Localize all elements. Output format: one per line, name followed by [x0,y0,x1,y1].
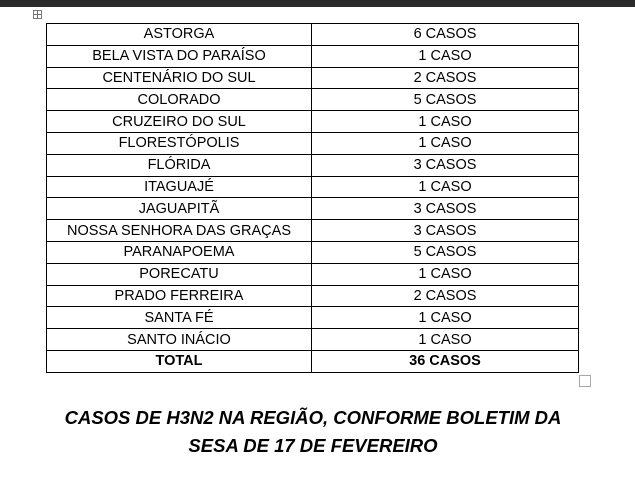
window-top-bar [0,0,635,7]
cases-table [46,23,579,373]
cases-cell[interactable]: 1 CASO [312,45,579,67]
city-cell[interactable]: ITAGUAJÉ [47,176,312,198]
text-cursor [578,222,579,236]
total-row [47,350,579,372]
cases-cell[interactable]: 1 CASO [312,111,579,133]
caption [0,404,626,460]
caption-line-2: SESA DE 17 DE FEVEREIRO [188,435,438,456]
cases-cell[interactable]: 3 CASOS [312,220,579,242]
city-cell[interactable]: COLORADO [47,89,312,111]
city-cell[interactable]: PRADO FERREIRA [47,285,312,307]
table-row [47,198,579,220]
table-row [47,220,579,242]
cases-table-body [47,24,579,373]
city-cell[interactable]: ASTORGA [47,24,312,46]
cases-cell[interactable]: 1 CASO [312,307,579,329]
city-cell[interactable]: CRUZEIRO DO SUL [47,111,312,133]
total-cases-cell[interactable]: 36 CASOS [312,350,579,372]
table-row [47,154,579,176]
table-row [47,307,579,329]
cases-cell[interactable]: 1 CASO [312,132,579,154]
cases-cell[interactable]: 2 CASOS [312,285,579,307]
city-cell[interactable]: JAGUAPITÃ [47,198,312,220]
cases-cell[interactable]: 1 CASO [312,329,579,351]
cases-cell[interactable]: 6 CASOS [312,24,579,46]
table-row [47,24,579,46]
table-row [47,111,579,133]
table-row [47,176,579,198]
cases-cell[interactable]: 1 CASO [312,176,579,198]
cases-cell[interactable]: 5 CASOS [312,89,579,111]
table-move-icon[interactable] [33,10,42,19]
table-row [47,89,579,111]
cases-cell[interactable]: 2 CASOS [312,67,579,89]
table-row [47,45,579,67]
table-row [47,263,579,285]
city-cell[interactable]: SANTO INÁCIO [47,329,312,351]
city-cell[interactable]: NOSSA SENHORA DAS GRAÇAS [47,220,312,242]
table-row [47,241,579,263]
city-cell[interactable]: PARANAPOEMA [47,241,312,263]
city-cell[interactable]: SANTA FÉ [47,307,312,329]
cases-cell[interactable]: 1 CASO [312,263,579,285]
table-row [47,329,579,351]
city-cell[interactable]: FLÓRIDA [47,154,312,176]
city-cell[interactable]: BELA VISTA DO PARAÍSO [47,45,312,67]
caption-line-1: CASOS DE H3N2 NA REGIÃO, CONFORME BOLETIM DA [64,407,562,428]
cases-cell[interactable]: 5 CASOS [312,241,579,263]
city-cell[interactable]: FLORESTÓPOLIS [47,132,312,154]
table-row [47,285,579,307]
table-row [47,67,579,89]
cases-cell[interactable]: 3 CASOS [312,198,579,220]
table-resize-icon[interactable] [579,375,591,387]
city-cell[interactable]: PORECATU [47,263,312,285]
city-cell[interactable]: CENTENÁRIO DO SUL [47,67,312,89]
table-row [47,132,579,154]
total-label-cell[interactable]: TOTAL [47,350,312,372]
cases-cell[interactable]: 3 CASOS [312,154,579,176]
